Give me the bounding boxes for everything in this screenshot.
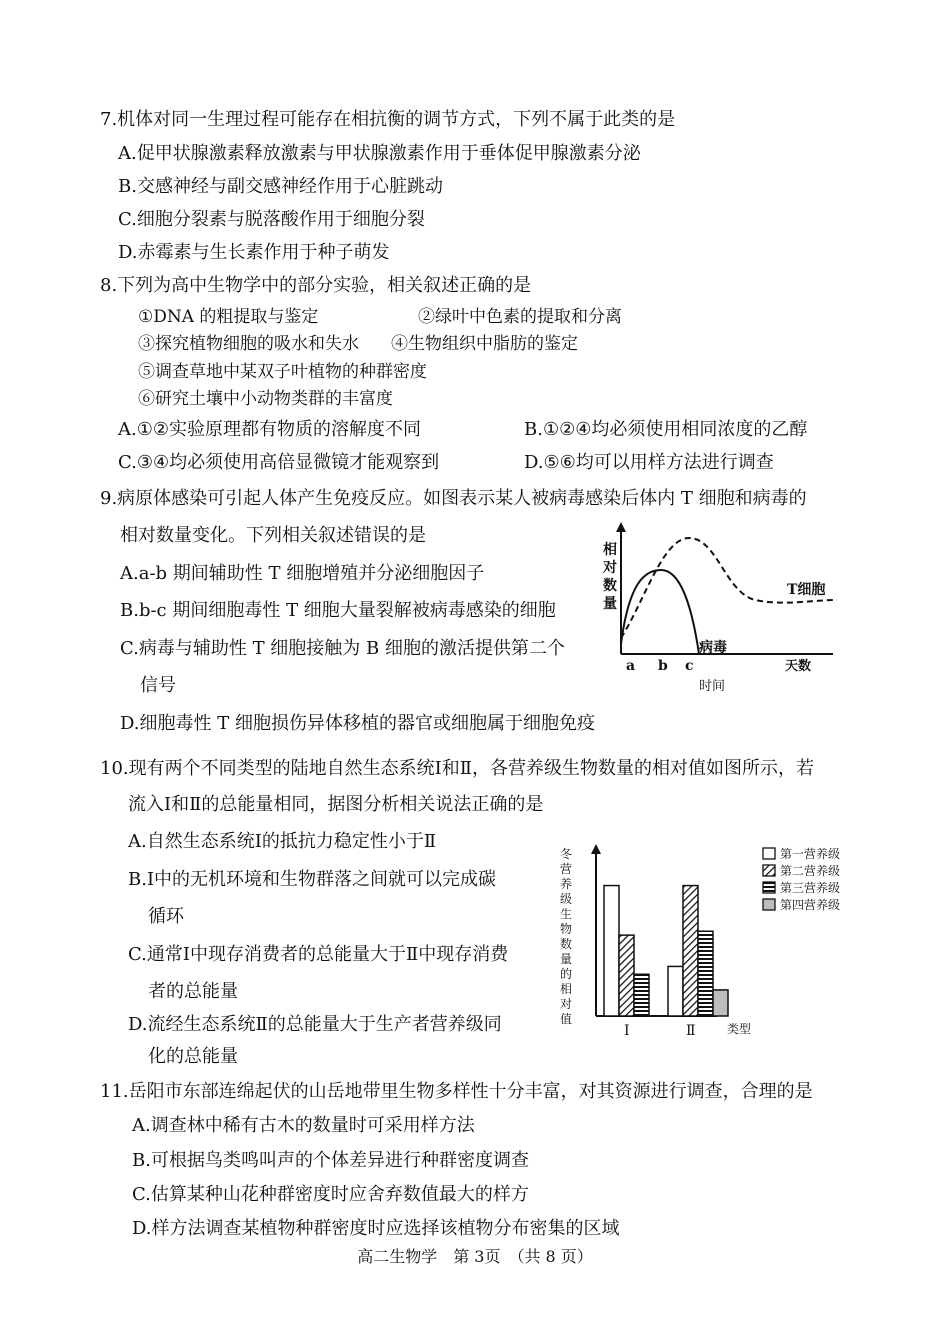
q10-bar-1-2 [619,935,634,1016]
q10-ylabel-char: 生 [560,907,573,921]
page-footer: 高二生物学 第 3页 （共 8 页） [357,1247,593,1266]
q10-option-d-cont: 化的总能量 [148,1046,238,1067]
q8-item-6: ⑥研究土壤中小动物类群的丰富度 [138,389,393,409]
q9-ylabel-1: 相 [603,542,617,558]
q9-option-c-cont: 信号 [140,675,176,696]
q9-option-d: D.细胞毒性 T 细胞损伤异体移植的器官或细胞属于细胞免疫 [120,713,595,734]
q8-item-3: ③探究植物细胞的吸水和失水 [138,334,359,354]
q10-bar-1-3 [634,974,649,1016]
q9-option-c: C.病毒与辅助性 T 细胞接触为 B 细胞的激活提供第二个 [120,638,565,659]
q9-tick-a: a [626,658,636,674]
q9-option-a: A.a-b 期间辅助性 T 细胞增殖并分泌细胞因子 [120,563,485,584]
q10-xlabel: 类型 [727,1022,752,1036]
q7-option-c: C.细胞分裂素与脱落酸作用于细胞分裂 [118,209,425,230]
q10-ylabel-char: 养 [560,877,573,891]
q8-item-5: ⑤调查草地中某双子叶植物的种群密度 [138,362,427,382]
q9-virus-curve [621,570,699,654]
q10-ylabel-char: 级 [560,892,573,906]
q9-xlabel: 天数 [785,659,812,674]
q11-stem: 11.岳阳市东部连绵起伏的山岳地带里生物多样性十分丰富，对其资源进行调查，合理的是 [100,1081,813,1102]
q10-stem-line2: 流入Ⅰ和Ⅱ的总能量相同，据图分析相关说法正确的是 [128,794,544,815]
q11-option-c: C.估算某种山花种群密度时应舍弃数值最大的样方 [132,1184,529,1205]
q10-legend-label-1: 第一营养级 [780,847,841,861]
q7-stem: 7.机体对同一生理过程可能存在相抗衡的调节方式，下列不属于此类的是 [100,109,676,130]
q10-legend-swatch-4 [763,899,775,910]
q10-y-arrow [591,844,601,854]
q7-option-d: D.赤霉素与生长素作用于种子萌发 [118,242,390,263]
q10-legend-label-4: 第四营养级 [780,898,841,912]
q9-ylabel-4: 量 [603,596,617,612]
q8-item-4: ④生物组织中脂肪的鉴定 [391,334,578,354]
q10-option-b-cont: 循环 [148,906,184,927]
q10-cat-2: Ⅱ [686,1023,696,1039]
q9-tick-b: b [658,658,668,674]
q9-tcell-label: T细胞 [787,582,826,598]
q8-option-c: C.③④均必须使用高倍显微镜才能观察到 [118,452,440,473]
q10-option-c: C.通常Ⅰ中现存消费者的总能量大于Ⅱ中现存消费 [128,944,509,965]
q8-stem: 8.下列为高中生物学中的部分实验，相关叙述正确的是 [100,275,532,296]
q10-bar-1-1 [604,886,619,1016]
q10-legend-swatch-3 [763,882,775,893]
q7-option-a: A.促甲状腺激素释放激素与甲状腺激素作用于垂体促甲腺激素分泌 [118,143,641,164]
q10-cat-1: Ⅰ [624,1023,630,1039]
q9-stem-line2: 相对数量变化。下列相关叙述错误的是 [120,525,426,546]
q10-ylabel [560,846,572,1026]
q9-figure [595,520,845,700]
q8-item-1: ①DNA 的粗提取与鉴定 [138,307,319,327]
q10-ylabel-char: 值 [560,1012,573,1026]
q10-ylabel-char: 量 [560,952,573,966]
q9-stem-line1: 9.病原体感染可引起人体产生免疫反应。如图表示某人被病毒感染后体内 T 细胞和病毒的 [100,488,807,509]
q10-option-d: D.流经生态系统Ⅱ的总能量大于生产者营养级同 [128,1014,502,1035]
q10-bar-2-4 [713,990,728,1016]
q8-item-2: ②绿叶中色素的提取和分离 [418,307,622,327]
q10-stem-line1: 10.现有两个不同类型的陆地自然生态系统Ⅰ和Ⅱ，各营养级生物数量的相对值如图所示，若 [100,758,814,779]
q10-ylabel-char: 数 [560,937,573,951]
q10-ylabel-char: 相 [560,982,573,996]
q8-option-a: A.①②实验原理都有物质的溶解度不同 [118,419,421,440]
q10-ylabel-char: 营 [560,862,573,876]
q11-option-a: A.调查林中稀有古木的数量时可采用样方法 [132,1115,475,1136]
q10-ylabel-char: 物 [560,922,573,936]
q10-ylabel-char: 对 [560,997,573,1011]
q10-option-c-cont: 者的总能量 [148,981,238,1002]
q8-option-b: B.①②④均必须使用相同浓度的乙醇 [524,419,808,440]
q10-bar-2-3 [698,931,713,1016]
q10-bar-chart [555,838,860,1043]
q10-ylabel-char: 冬 [560,847,573,861]
q10-legend-swatch-1 [763,848,775,859]
q10-ylabel-char: 的 [560,967,573,981]
q9-ylabel-2: 对 [603,560,617,576]
q10-bar-2-1 [668,966,683,1016]
q8-option-d: D.⑤⑥均可以用样方法进行调查 [524,452,774,473]
q11-option-b: B.可根据鸟类鸣叫声的个体差异进行种群密度调查 [132,1150,529,1171]
q10-bars [604,886,728,1016]
q9-ylabel-3: 数 [603,578,617,594]
q10-legend-swatch-2 [763,865,775,876]
q9-tick-c: c [685,658,694,674]
q9-xcaption: 时间 [699,679,726,694]
q9-virus-label: 病毒 [699,640,727,656]
q10-legend [763,846,840,912]
q10-bar-2-2 [683,886,698,1016]
q10-legend-label-3: 第三营养级 [780,881,841,895]
q11-option-d: D.样方法调查某植物种群密度时应选择该植物分布密集的区域 [132,1218,620,1239]
q9-option-b: B.b-c 期间细胞毒性 T 细胞大量裂解被病毒感染的细胞 [120,600,556,621]
q7-option-b: B.交感神经与副交感神经作用于心脏跳动 [118,176,443,197]
q9-y-arrow [616,522,626,532]
q10-legend-label-2: 第二营养级 [780,864,841,878]
q10-option-b: B.Ⅰ中的无机环境和生物群落之间就可以完成碳 [128,869,497,890]
q10-option-a: A.自然生态系统Ⅰ的抵抗力稳定性小于Ⅱ [128,831,437,852]
